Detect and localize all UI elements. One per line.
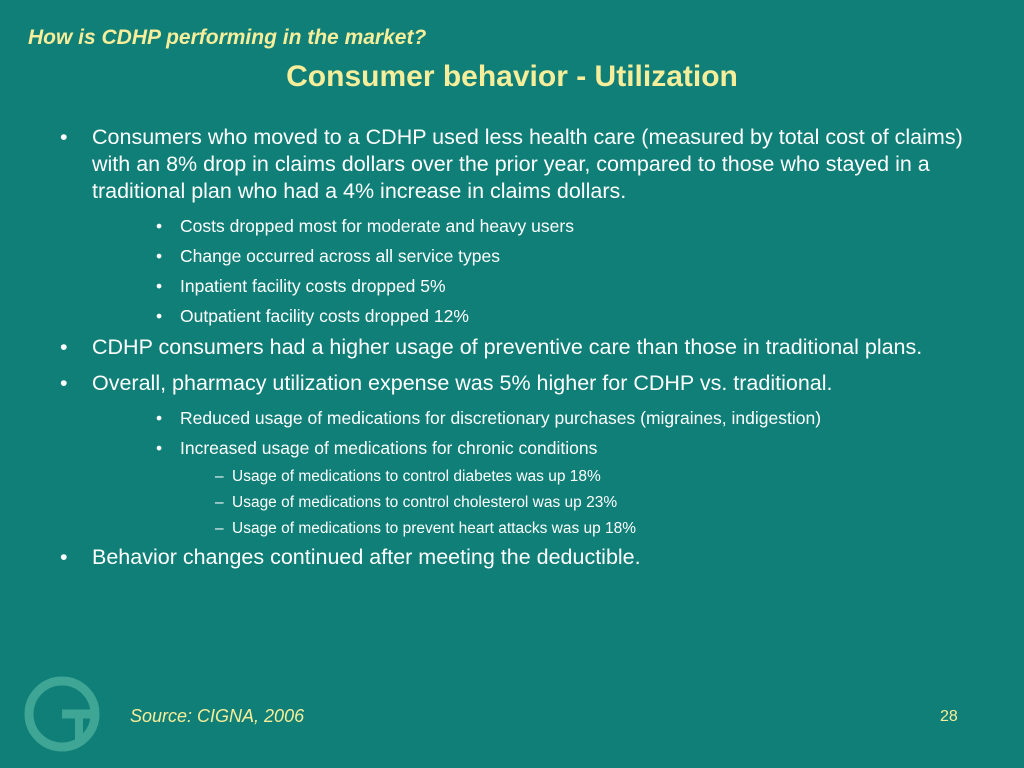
bullet-glyph: • — [156, 438, 163, 458]
bullet-item — [60, 370, 990, 397]
bullet-item — [60, 544, 990, 571]
dash-glyph: – — [215, 520, 224, 537]
sub-sub-bullet-text: Usage of medications to control diabetes was up 18% — [232, 468, 601, 485]
dash-glyph: – — [215, 494, 224, 511]
bullet-glyph: • — [156, 246, 163, 266]
bullet-text: Behavior changes continued after meeting the deductible. — [92, 545, 641, 569]
bullet-glyph: • — [60, 371, 68, 395]
sub-bullet-text: Reduced usage of medications for discretionary purchases (migraines, indigestion) — [180, 408, 822, 428]
bullet-glyph: • — [156, 276, 163, 296]
sub-bullet-text: Inpatient facility costs dropped 5% — [180, 276, 446, 296]
bullet-text: Consumers who moved to a CDHP used less health care (measured by total cost of claims) with an 8% drop in claims dollars over the prior year, compared to those who stayed in a traditional plan who had a 4% increase in claims dollars. — [92, 125, 963, 203]
sub-sub-bullet-text: Usage of medications to prevent heart attacks was up 18% — [232, 520, 637, 537]
sub-sub-bullet-item — [215, 466, 990, 487]
bullet-text: CDHP consumers had a higher usage of preventive care than those in traditional plans. — [92, 335, 923, 359]
slide-title: Consumer behavior - Utilization — [286, 60, 738, 93]
sub-bullet-item — [156, 244, 990, 268]
bullet-glyph: • — [156, 408, 163, 428]
sub-bullet-text: Increased usage of medications for chronic conditions — [180, 438, 598, 458]
sub-bullet-text: Change occurred across all service types — [180, 246, 501, 266]
bullet-glyph: • — [60, 545, 68, 569]
bullet-glyph: • — [60, 335, 68, 359]
sub-bullet-item — [156, 436, 990, 460]
sub-bullet-text: Outpatient facility costs dropped 12% — [180, 306, 469, 326]
bullet-list — [60, 124, 990, 580]
source-citation: Source: CIGNA, 2006 — [130, 706, 305, 726]
bullet-text: Overall, pharmacy utilization expense was 5% higher for CDHP vs. traditional. — [92, 371, 833, 395]
sub-bullet-item — [156, 274, 990, 298]
sub-bullet-item — [156, 214, 990, 238]
sub-sub-bullet-text: Usage of medications to control cholesterol was up 23% — [232, 494, 618, 511]
dash-glyph: – — [215, 468, 224, 485]
sub-bullet-text: Costs dropped most for moderate and heavy users — [180, 216, 574, 236]
slide-kicker: How is CDHP performing in the market? — [28, 26, 427, 49]
bullet-item — [60, 124, 990, 205]
bullet-glyph: • — [156, 216, 163, 236]
page-number: 28 — [940, 708, 958, 725]
sub-sub-bullet-item — [215, 518, 990, 539]
bullet-item — [60, 334, 990, 361]
g-logo-icon — [22, 674, 102, 754]
bullet-glyph: • — [60, 125, 68, 149]
sub-sub-bullet-item — [215, 492, 990, 513]
sub-bullet-item — [156, 406, 990, 430]
bullet-glyph: • — [156, 306, 163, 326]
sub-bullet-item — [156, 304, 990, 328]
